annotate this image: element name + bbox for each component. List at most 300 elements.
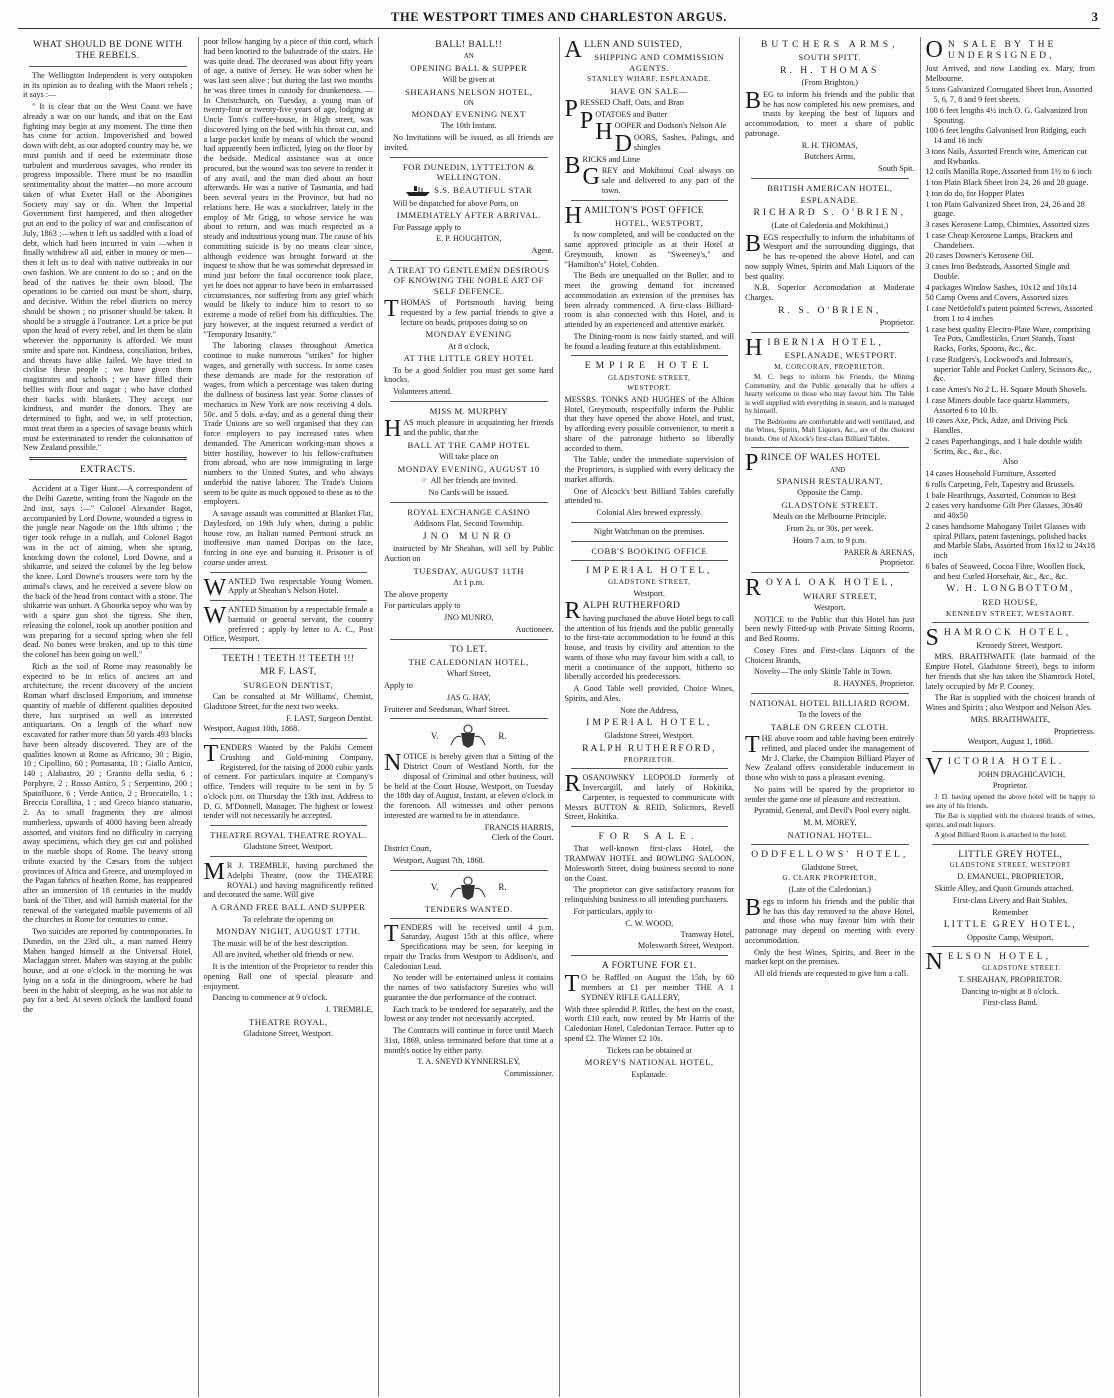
steamship-icon bbox=[405, 185, 431, 197]
imperial-ad-heading-2: IMPERIAL HOTEL, bbox=[586, 717, 713, 729]
imperial-ad-p1: having purchased the above Hotel begs to call the attention of his friends and the public generally to the first-rate accommodation to be found at this house, and trusts by civility and attention to the wants of those who may favour him with a call, to merit a continuance of the support, hitherto so liberally accorded his predecessors. bbox=[564, 613, 734, 682]
empire-ad-p4: Colonial Ales brewed expressly. bbox=[596, 508, 702, 518]
imperial-ad-heading: IMPERIAL HOTEL, bbox=[586, 564, 713, 576]
royal-coat-of-arms-icon bbox=[448, 875, 488, 901]
casino-ad-time: At 1 p.m. bbox=[453, 577, 485, 587]
ball-ad-given: Will be given at bbox=[442, 74, 495, 84]
ball-ad-hotel: SHEAHANS NELSON HOTEL, bbox=[404, 86, 533, 97]
teeth-ad-heading: TEETH ! TEETH !! TEETH !!! bbox=[222, 653, 355, 664]
divider bbox=[390, 870, 548, 871]
forsale-ad-signature: C. W. WOOD, bbox=[625, 918, 674, 928]
list-item: 12 coils Manilla Rope, Assorted from 1½ to 6 inch bbox=[925, 167, 1092, 177]
article-paragraph: " It is clear that on the West Coast we have already a war on our hands, and that on the East fighting may begin at any moment. The time then has come for action. Impoverished and bowed down with debt, as our adopted country may be, we must punish and if need be exterminate those turbulent and murderous savages, who render its progress impossible. There must be no maudlin sentimentality about the matter—no more account taken of what Exeter Hall or the Aborigines Society may say or do. When the Imperial Government first hampered, and then altogether put an end to the policy of war and confiscation of July, 1863 ;—when it left us saddled with a load of debt, which had been incurred in vain —when it finally withdrew all aid, either in money or men—then it left us to deal with native outbreaks in our own fashion. We are content to do so ; and on the head of the natives be their own blood. The operations to be carried out must be short, sharp, and decisive. Within the rebel districts no mercy should be shown ; no prisoner should be taken. It should be a struggle à l'outrance. Let a price be put upon the head of every rebel, and let them be slain wherever the opportunity is afforded. We must smite and spare not. Kindness, conciliation, bribes, and threats have alike failed. We have tried to civilise these people ; we have given them magistrates and schools ; we have filled their bellies with flour and sugar ; who have clothed their backs with blankets. They accept our kindness, and murder the donors. They are determined to fight, and we, in self protection, must treat them as a species of savage beasts which must be exterminated to render the colonisation of New Zealand possible." bbox=[23, 102, 193, 453]
treat-ad-soldier: To be a good Soldier you must get some hard knocks. bbox=[384, 365, 554, 385]
dunedin-ad-agent: E. P. HOUGHTON, bbox=[436, 234, 502, 244]
list-item: 1 ton Plain Black Sheet Iron 24, 26 and 28 guage. bbox=[925, 178, 1089, 188]
list-item: 50 Camp Ovens and Covers, Assorted sizes bbox=[925, 293, 1069, 303]
allen-ad-sub: SHIPPING AND COMMISSION AGENTS. bbox=[594, 52, 725, 73]
divider bbox=[932, 751, 1090, 752]
national-ad-table: TABLE ON GREEN CLOTH. bbox=[770, 721, 889, 732]
shamrock-ad-p2: The Bar is supplied with the choicest brands of Wines and Spirits ; also Westport and Nelson Ales. bbox=[925, 693, 1095, 713]
imperial-ad-sub2: Westport. bbox=[633, 588, 665, 598]
littlegrey-ad-opp: Opposite Camp, Westport. bbox=[966, 932, 1054, 942]
court-notice-signature: FRANCIS HARRIS, bbox=[484, 822, 554, 832]
list-item: 1 case Nettlefold's patent pointed Screws, Assorted from 1 to 4 inches bbox=[925, 304, 1093, 323]
theatre-ad-invited: All are invited, whether old friends or new. bbox=[212, 950, 354, 960]
treat-ad-heading: A TREAT TO GENTLEMEN DESIROUS OF KNOWING THE NOBLE ART OF SELF DEFENCE. bbox=[388, 264, 550, 296]
list-item: 1 case Rodgers's, Lockwood's and Johnson's, superior Table and Pocket Cutlery, Scissors &c., &c. bbox=[925, 354, 1092, 384]
oddfellows-ad-heading: ODDFELLOWS' HOTEL, bbox=[751, 849, 909, 861]
divider bbox=[751, 572, 909, 573]
treat-ad-volunteers: Volunteers attend. bbox=[393, 387, 452, 397]
theatre-ad-body: MR J. TREMBLE, having purchased the Adelphi Theatre, (now the THEATRE ROYAL) and having magnificently refitted and decorated the same. Will give bbox=[203, 859, 373, 900]
empire-ad-p3: One of Alcock's best Billiard Tables carefully attended to. bbox=[564, 486, 734, 506]
list-item: 14 cases Household Furniture, Assorted bbox=[925, 469, 1056, 479]
article-paragraph: The Wellington Independent is very outspoken in its opinion as to dealing with the Maori rebels ; it says :— bbox=[23, 70, 193, 100]
royaloak-ad-sub2: Westport. bbox=[814, 602, 846, 612]
tenders-wanted-p1: TENDERS will be received until 4 p.m. Saturday, August 15th at this office, where Specifications may be seen, for keeping in repair the Tracks from Westport to Addison's, and Caledonian Lead. bbox=[384, 920, 554, 971]
oddfellows-ad-p1: Begs to inform his friends and the public that he has this day removed to the above Hotel, and those who may favour him with their patronage may depend on meeting with every accommodation. bbox=[745, 894, 915, 945]
tolet-ad-heading: TO LET. bbox=[450, 643, 488, 655]
tenders-ad-pakihi: TENDERS Wanted by the Pakihi Cement Crushing and Gold-mining Company, Registered, for the raising of 2000 cubic yards of cement. For particulars inquire at Company's office. Tenders will require to be sent in by 5 o'clock p.m. on Thursday the 13th inst. Address to D. G. M'Donnell, Manager. The highest or lowest tender will not necessarily be accepted. bbox=[203, 741, 373, 821]
murphy-ad-invited: All her friends are invited. bbox=[430, 476, 518, 486]
casino-ad-name: JNO MUNRO bbox=[422, 530, 515, 542]
treat-ad-day: MONDAY EVENING bbox=[425, 329, 512, 340]
fortune-ad-signature-2: Esplanade. bbox=[631, 1069, 668, 1079]
column-2 bbox=[199, 37, 380, 1397]
forsale-ad-heading: FOR SALE. bbox=[598, 831, 700, 843]
littlegrey-ad-heading-2: LITTLE GREY HOTEL, bbox=[943, 919, 1077, 931]
list-item: 1 bale Hearthrugs, Assorted, Common to Best bbox=[925, 490, 1077, 500]
royaloak-ad-signature: R. HAYNES, Proprietor. bbox=[833, 679, 915, 689]
hibernia-ad-sub: ESPLANADE, WESTPORT. bbox=[784, 350, 898, 361]
court-notice-date: Westport, August 7th, 1868. bbox=[393, 855, 485, 865]
ball-ad-an: AN bbox=[463, 52, 474, 61]
allen-ad-item: BRICKS and Lime bbox=[564, 152, 640, 179]
theatre-ad-open: To celebrate the opening on bbox=[242, 914, 334, 924]
national-ad-p3: Pyramid, General, and Devil's Pool every night. bbox=[754, 806, 911, 816]
divider bbox=[390, 260, 548, 261]
teeth-ad-signature: F. LAST, Surgeon Dentist. bbox=[286, 713, 373, 723]
hamilton-ad-p3: The Dining-room is now fairly started, and will be found a leading feature at this establishment. bbox=[564, 331, 734, 351]
teeth-ad-name: MR F. LAST, bbox=[259, 666, 317, 678]
divider bbox=[29, 457, 187, 460]
empire-ad-p2: The Table, under the immediate supervision of the Proprietors, is supplied with every delicacy the market affords. bbox=[564, 455, 734, 484]
nelson-ad-sub: GLADSTONE STREET. bbox=[982, 964, 1061, 972]
divider bbox=[390, 502, 548, 503]
butchers-ad-from: (From Brighton,) bbox=[801, 78, 858, 88]
teeth-ad-body: Can be consulted at Mr Williams', Chemist, Gladstone Street, for the next two weeks. bbox=[203, 692, 373, 711]
tenders-wanted-p4: The Contracts will continue in force until March 31st, 1869, unless terminated before that time at a month's notice by either party. bbox=[384, 1026, 554, 1055]
teeth-ad-date: Westport, August 10th, 1868. bbox=[203, 724, 300, 734]
list-item: 3 cases Iron Bedsteads, Assorted Single and Double. bbox=[925, 262, 1070, 281]
theatre-ad-music: The music will be of the best description. bbox=[212, 938, 349, 948]
tenders-wanted-p2: No tender will be entertained unless it contains the names of two satisfactory Sureties who will guarantee the due performance of the contract. bbox=[384, 973, 554, 1002]
allen-ad-item: HOOPER and Dodson's Nelson Ale bbox=[595, 119, 727, 146]
crest-letter-r: R. bbox=[498, 882, 507, 893]
british-ad-heading: BRITISH AMERICAN HOTEL, bbox=[767, 182, 893, 193]
victoria-ad-name: JOHN DRAGHICAVICH, bbox=[977, 769, 1066, 779]
list-item: 3 cases Kerosene Lamp, Chimnies, Assorted sizes bbox=[925, 220, 1090, 230]
royaloak-ad-p1: NOTICE to the Public that this Hotel has just been newly Fitted-up with Private Sitting Rooms, and Bed Rooms. bbox=[745, 614, 915, 644]
court-notice-place: District Court, bbox=[384, 844, 432, 854]
prince-ad-signature: PARER & ARENAS, bbox=[844, 547, 915, 557]
list-item: 6 bales of Seaweed, Cocoa Fibre, Woollen flock, and best Curled Horsehair, &c., &c., &c. bbox=[925, 561, 1086, 581]
divider bbox=[390, 639, 548, 640]
wanted-ad-young-women: WANTED Two respectable Young Women. Apply at Sheahan's Nelson Hotel. bbox=[203, 574, 373, 601]
column-3 bbox=[379, 37, 560, 1397]
list-item: 10 cases Axe, Pick, Adze, and Driving Pick Handles. bbox=[925, 416, 1068, 436]
empire-ad-p5: Night Watchman on the premises. bbox=[593, 526, 705, 536]
murphy-ad-cards: No Cards will be issued. bbox=[428, 487, 509, 497]
allen-ad-item: PRESSED Chaff, Oats, and Bran bbox=[564, 95, 684, 122]
treat-ad-body: THOMAS of Portsmouth having being requested by a few partial friends to give a lecture on heads, proposes doing so on bbox=[384, 296, 554, 327]
british-ad-signature: R. S. O'BRIEN, bbox=[778, 304, 882, 316]
butchers-ad-sub: SOUTH SPITT. bbox=[798, 52, 861, 63]
treat-ad-time: At 8 o'clock, bbox=[447, 341, 490, 351]
imperial-ad-name: RALPH RUTHERFORD bbox=[564, 598, 681, 625]
divider bbox=[751, 178, 909, 179]
tenders-wanted-p3: Each track to be tendered for separately, and the lowest or any tender not necessarily accepted. bbox=[384, 1004, 554, 1024]
page-number: 3 bbox=[1091, 9, 1098, 24]
shamrock-ad-date: Westport, August 1, 1868. bbox=[967, 737, 1053, 747]
dunedin-ad-when: IMMEDIATELY AFTER ARRIVAL. bbox=[396, 210, 541, 221]
list-item: 6 rolls Carpeting, Felt, Tapestry and Brussels. bbox=[925, 479, 1076, 489]
butchers-ad-signature-3: South Spit. bbox=[878, 164, 915, 174]
butchers-ad-p1: BEG to inform his friends and the public that he has now completed his new premises, and trusts by keeping the best of liquors and accommodation, to meet a share of public patronage. bbox=[745, 87, 915, 138]
article-paragraph: Rich as the soil of Rome may reasonably be expected to be in relics of ancient art and architecture, the recent discovery of the ancient Roman wharf disclosed Emporium, and immense quantity of marble of different qualities deposited there, has surprised as well as interested antiquarians. On a length of the wharf now excavated for rather more than 50 yards 493 blocks have been already discovered. They are of the qualities known at Rome as Africano, 30 ; Bigio, 10 ; Cipollino, 60 ; Portasanta, 10 ; Giallo Antico, 140 ; Alabastro, 20 ; Granito della sedia, 6 ; Porphyre, 2 ; Rosso Antico, 5 ; Serpentino, 200 ; Spatofluore, 6 ; Verde Antico, 2 ; Broccatello, 1 ; Breccia Corallina, 1 ; and Greco bianco statuario, 2. As to small fragments they are almost numberless, upwards of 4000 having been already assorted, and visitors find no difficulty in carrying away specimens, which they get cut and polished in the marble shops of Rome. The heavy strong tribute exacted by the Cæsars from the subject provinces of Africa and Greece, and unemployed in the Pagan fabrics of heathen Rome, has reappeared after an immersion of 18 centuries in the muddy bank of the Tiber, and will furnish material for the renewal of the variegated marble pavements of all the churches in Rome for centuries to come. bbox=[23, 661, 193, 925]
article-paragraph: Two suicides are reported by contemporaries. In Dunedin, on the 23rd ult., a man named Henry Mahen hanged himself at the Universal Hotel, Maclaggan street. Mahen was staying at the public house, and at one o'clock in the morning he was lying on a sofa in the diningroom, where he had been in the habit of sleeping, as he was not able to pay for a bed. At seven o'clock the landlord found the bbox=[23, 927, 193, 1015]
butchers-ad-name: R. H. THOMAS bbox=[780, 64, 880, 76]
divider bbox=[210, 825, 368, 826]
newspaper-title: THE WESTPORT TIMES AND CHARLESTON ARGUS. bbox=[391, 10, 727, 24]
allen-ad-item: POTATOES and Butter bbox=[579, 107, 668, 134]
theatre-ad-signature: J. TREMBLE, bbox=[325, 1005, 373, 1015]
divider bbox=[390, 157, 548, 158]
tolet-ad-apply: Apply to bbox=[384, 681, 413, 691]
imperial-ad-signature-title: PROPRIETOR. bbox=[623, 755, 675, 764]
imperial-ad-signature: RALPH RUTHERFORD, bbox=[582, 742, 717, 754]
divider bbox=[29, 479, 187, 480]
prince-ad-signature-title: Proprietor. bbox=[879, 558, 915, 568]
list-item: 1 ton Plain Galvanized Sheet Iron, 24, 26 and 28 guage. bbox=[925, 199, 1085, 219]
casino-ad-prop: The above property bbox=[384, 589, 449, 599]
nelson-ad-heading: NELSON HOTEL, bbox=[925, 949, 1051, 976]
littlegrey-ad-remember: Remember bbox=[992, 907, 1029, 917]
list-item: 2 cases Paperhangings, and 1 bale double width Scrim, &c., &c., &c. bbox=[925, 436, 1082, 456]
royaloak-ad-p3: Novelty—The only Skittle Table in Town. bbox=[754, 667, 893, 677]
nelson-ad-prop: T. SHEAHAN, PROPRIETOR. bbox=[958, 974, 1063, 984]
divider bbox=[571, 826, 729, 827]
section-title-extracts: EXTRACTS. bbox=[79, 464, 136, 476]
column-5 bbox=[740, 37, 921, 1397]
nelson-ad-p1: Dancing to-night at 8 o'clock. bbox=[961, 986, 1059, 996]
butchers-ad-signature-2: Butchers Arms, bbox=[804, 152, 856, 162]
divider bbox=[751, 693, 909, 694]
list-item: 1 case Ames's No 2 L. H. Square Mouth Shovels. bbox=[925, 385, 1088, 395]
list-item: 1 case best quality Electro-Plate Ware, comprising Tea Pots, Candlesticks, Cruet Stands, Toast Racks, Forks, Spoons, &c., &c. bbox=[925, 324, 1091, 354]
casino-ad-signature: JNO MUNRO, bbox=[443, 613, 494, 623]
article-title-rebels: WHAT SHOULD BE DONE WITH THE REBELS. bbox=[33, 39, 183, 62]
pointing-hand-icon: ☞ bbox=[420, 476, 428, 486]
victoria-ad-p3: A good Billiard Room is attached to the hotel. bbox=[934, 831, 1067, 840]
ball-ad-heading: BALL! BALL!! bbox=[435, 39, 503, 50]
list-item: 4 packages Window Sashes, 10x12 and 10x14 bbox=[925, 282, 1077, 292]
fortune-ad-p2: With three splendid P. Rifles, the best on the coast, worth £10 each, now rented by Mr Harris of the Caledonian Hotel, Caledonian Terrace. Putter up to spend £2. The Winner £2 10s. bbox=[564, 1004, 734, 1043]
article-paragraph: Accident at a Tiger Hunt.—A correspondent of the Delhi Gazette, writing from the Nagode on the 2nd inst, says :—" Colonel Alexander Bagot, accompanied by Lord Downe, wounded a tigress in the jungle near Nagode on the 18th ultimo ; the tiger took refuge in a nullah, and Colonel Bagot was in the act of aiming, when she sprang, knocking down the colonel, Lord Downe, and a shikarrie, and seized the colonel by the leg below the knee. Lord Downe's trousers were torn by the animal's claws, and he received a severe blow on the back of the head from contact with a stone. The shikarrie was unhurt. A Ghoorka sepoy who was by with a spare gun shot the tigress. She then, releasing the colonel, took up another position and was preparing for a second spring when she fell dead. No bones were broken, and up to this time the colonel has been going on well." bbox=[23, 484, 193, 660]
littlegrey-ad-p1: Skittle Alley, and Quoit Grounds attached. bbox=[934, 884, 1074, 894]
list-item: 2 cases very handsome Gilt Pier Glasses, 30x40 and 40x50 bbox=[925, 501, 1083, 521]
theatre-ad-signature-2: THEATRE ROYAL, bbox=[249, 1016, 328, 1027]
list-item: 2 cases handsome Mahogany Toilet Glasses with spiral Pillars, patent fastenings, polished backs and Marble Slabs, Assorted from 16x12 to 24x18 inch bbox=[925, 521, 1095, 561]
hibernia-ad-p1: M. C. begs to inform his Friends, the Mining Community, and the Public generally that he offers a hearty welcome to those who may favour him. The Table is well supplied with everything in season, and is managed by himself. bbox=[745, 372, 915, 416]
divider bbox=[932, 946, 1090, 947]
oddfellows-ad-p3: All old friends are requested to give him a call. bbox=[754, 969, 909, 979]
victoria-ad-p1: J. D. having opened the above hotel will be happy to see any of his friends. bbox=[925, 793, 1095, 810]
prince-ad-p1: Meals on the Melbourne Principle. bbox=[772, 512, 887, 522]
oddfellows-ad-late: (Late of the Caledonian.) bbox=[788, 885, 871, 895]
divider bbox=[932, 844, 1090, 845]
fortune-ad-signature: MOREY'S NATIONAL HOTEL, bbox=[584, 1057, 714, 1068]
shamrock-ad-p1: MRS. BRAITHWAITE (late barmaid of the Empire Hotel, Gladstone Street), begs to inform her friends that she has taken the Shamrock Hotel, lately occupied by Mr P. Cooney. bbox=[925, 652, 1095, 691]
hamilton-ad-p2: The Beds are unequalled on the Buller, and to meet the growing demand for increased accommodation an extension of the premises has been already commenced. A first-class Billiard-room is also connected with this Hotel, and is attended by an experienced and attentive marker. bbox=[564, 271, 734, 329]
column-4 bbox=[560, 37, 741, 1397]
divider bbox=[390, 718, 548, 719]
rosanowsky-notice: ROSANOWSKY LEOPOLD formerly of Invercargill, and lately of Hokitika, Carpenter, is requested to communicate with Messrs BUTTON & REID, Solicitors, Revell Street, Hokitika. bbox=[564, 771, 734, 822]
nelson-ad-p2: First-class Band. bbox=[982, 998, 1038, 1008]
fortune-ad-heading: A FORTUNE FOR £1. bbox=[601, 959, 697, 971]
theatre-ad-heading: THEATRE ROYAL THEATRE ROYAL. bbox=[210, 830, 367, 841]
column-6 bbox=[921, 37, 1101, 1397]
cobb-booking-office: COBB'S BOOKING OFFICE bbox=[591, 545, 708, 556]
casino-ad-sub: Addisons Flat, Second Township. bbox=[413, 519, 524, 529]
divider bbox=[210, 738, 368, 739]
forsale-ad-p3: For particulars, apply to bbox=[573, 906, 653, 916]
crest-letter-v: V. bbox=[430, 730, 439, 741]
onsale-ad-signature-3: KENNEDY STREET, WESTAORT. bbox=[945, 608, 1075, 618]
dunedin-ad-body: Will be dispatched for above Ports, on bbox=[393, 198, 519, 208]
murphy-ad-invited-line bbox=[384, 476, 554, 486]
masthead bbox=[18, 8, 1100, 29]
list-item: 100 6 feet lengths 4½ inch O. G. Galvanized Iron Spouting. bbox=[925, 105, 1088, 125]
ball-ad-invitations: No Invitations will be issued, as all friends are invited. bbox=[384, 133, 554, 152]
onsale-ad-list-2 bbox=[926, 469, 1096, 581]
butchers-ad-heading: BUTCHERS ARMS, bbox=[760, 39, 899, 50]
royaloak-ad-sub: WHARF STREET, bbox=[803, 590, 878, 601]
murphy-ad-body: HAS much pleasure in acquainting her friends and the public, that the bbox=[384, 416, 554, 443]
dunedin-ad-passage: For Passage apply to bbox=[393, 222, 461, 232]
murphy-ad-heading: MISS M. MURPHY bbox=[429, 405, 508, 416]
british-ad-signature-title: Proprietor. bbox=[879, 318, 915, 328]
murphy-ad-when: MONDAY EVENING, AUGUST 10 bbox=[397, 463, 540, 474]
royaloak-ad-heading: ROYAL OAK HOTEL, bbox=[745, 575, 896, 602]
divider bbox=[210, 648, 368, 649]
divider bbox=[210, 600, 368, 601]
forsale-ad-signature-3: Molesworth Street, Westport. bbox=[637, 941, 734, 951]
fortune-ad-p1: TO be Raffled on August the 15th, by 60 members at £1 per member THE A 1 SYDNEY RIFLE GALLERY, bbox=[564, 971, 734, 1002]
empire-ad-sub2: WESTPORT. bbox=[627, 384, 672, 393]
british-ad-name: RICHARD S. O'BRIEN, bbox=[753, 207, 907, 219]
divider bbox=[571, 768, 729, 769]
divider bbox=[571, 955, 729, 956]
list-item: 20 cases Downer's Kerosene Oil. bbox=[925, 251, 1034, 261]
casino-ad-date: TUESDAY, AUGUST 11TH bbox=[413, 565, 525, 576]
victoria-ad-prop: Proprietor. bbox=[992, 781, 1028, 791]
butchers-ad-signature: R. H. THOMAS, bbox=[801, 140, 858, 150]
dunedin-ad-ship bbox=[384, 185, 554, 197]
littlegrey-ad-heading: LITTLE GREY HOTEL, bbox=[958, 848, 1063, 860]
theatre-ad-dancing: Dancing to commence at 9 o'clock. bbox=[212, 993, 328, 1003]
victoria-ad-heading: VICTORIA HOTEL. bbox=[925, 754, 1065, 781]
allen-ad-item: DOORS, Sashes, Palings, and shingles bbox=[614, 131, 734, 158]
crest-letter-r: R. bbox=[498, 730, 507, 741]
british-ad-p2: N.B. Superior Accomodation at Moderate Charges. bbox=[745, 283, 915, 303]
teeth-ad-role: SURGEON DENTIST, bbox=[243, 679, 334, 690]
imperial-ad-sub3: Gladstone Street, Westport. bbox=[604, 730, 695, 740]
shamrock-ad-heading: SHAMROCK HOTEL, bbox=[925, 625, 1072, 652]
onsale-ad-signature-2: RED HOUSE, bbox=[982, 596, 1039, 607]
british-ad-sub: ESPLANADE. bbox=[800, 195, 859, 206]
divider bbox=[390, 401, 548, 402]
list-item: 3 tons Nails, Assorted French wire, American cut and Rwbanks. bbox=[925, 146, 1087, 166]
theatre-ad-night: MONDAY NIGHT, AUGUST 17TH. bbox=[216, 926, 361, 937]
treat-ad-venue: AT THE LITTLE GREY HOTEL bbox=[403, 353, 534, 364]
court-notice-signature-title: Clerk of the Court. bbox=[491, 833, 554, 843]
imperial-ad-sub: GLADSTONE STREET, bbox=[607, 578, 691, 587]
divider bbox=[751, 447, 909, 448]
allen-ad-sale: HAVE ON SALE— bbox=[610, 85, 688, 96]
ball-ad-opening: OPENING BALL & SUPPER bbox=[410, 62, 528, 73]
divider bbox=[210, 572, 368, 573]
list-item: 100 6 feet lengths Galvanised Iron Ridging, each 14 and 16 inch bbox=[925, 126, 1087, 146]
british-ad-p1: BEGS respectfully to inform the inhabitants of Westport and the surrounding diggings, that he has re-opened the above Hotel, and can now supply Wines, Spirits and Malt Liquors of the best quality. bbox=[745, 230, 915, 281]
imperial-ad-p2: A Good Table well provided, Choice Wines, Spirits, and Ales. bbox=[564, 684, 734, 703]
onsale-ad-signature: W. H. LONGBOTTOM, bbox=[946, 583, 1075, 595]
ball-ad-on: ON bbox=[463, 98, 474, 107]
theatre-ad-signature-3: Gladstone Street, Westport. bbox=[243, 1029, 334, 1039]
royal-crest-2 bbox=[384, 875, 554, 901]
prince-ad-sub: SPANISH RESTAURANT, bbox=[776, 476, 883, 487]
article-paragraph: The laboring classes throughout America continue to make numerous "strikes" for higher wages, and generally with success. In some cases these demands are made for the restoration of wages, from which a percentage was taken during the dullness of business last year. Some classes of mechanics in New York are now receiving 4 dols. 50c. and 5 dols. a-day, and as a general thing their Trade Unions are so well organised that they can force employers to pay increased rates when demanded. The American working-man shows a bitter hostility, however to his fellow-craftsmen from abroad, who are now immigrating in large numbers to the United States, and who always underbid the native laborer. The Trade's Unions seem to be quite as much opposed to these as to the employers. bbox=[203, 341, 373, 507]
empire-ad-p1: MESSRS. TONKS AND HUGHES of the Albion Hotel, Greymouth, respectfully inform the Public that they have opened the above Hotel, and trust, by affording every possible convenience, to merit a share of the patronage hitherto so liberally accorded to them. bbox=[564, 394, 734, 453]
fortune-ad-p3: Tickets can be obtained at bbox=[606, 1045, 692, 1055]
national-ad-signature: M. M. MOREY, bbox=[803, 818, 857, 828]
list-item: 1 case Miners double face quartz Hammers, Assorted 6 to 10 lb. bbox=[925, 395, 1070, 415]
ball-ad-date: The 10th Instant. bbox=[440, 121, 497, 131]
casino-ad-apply: For particulars apply to bbox=[384, 601, 461, 611]
royal-coat-of-arms-icon bbox=[448, 723, 488, 749]
court-notice-body: NOTICE is hereby given that a Sitting of the District Court of Westland North, for the disposal of Criminal and other business, will be held at the Court House, Westport, on Tuesday the 18th day of August, Instant, at eleven o'clock in the forenoon. All witnesses and other persons interested are warned to be in attendance. bbox=[384, 750, 554, 820]
national-ad-signature-title: NATIONAL HOTEL. bbox=[787, 829, 873, 840]
tenders-wanted-signature-title: Commissioner. bbox=[504, 1069, 554, 1079]
forsale-ad-p1: That well-known first-class Hotel, the TRAMWAY HOTEL and BOWLING SALOON, Molesworth Street, doing business second to none on the Coast. bbox=[564, 844, 734, 883]
prince-ad-heading: PRINCE OF WALES HOTEL bbox=[745, 450, 881, 477]
imperial-ad-p3: Note the Address, bbox=[620, 705, 679, 715]
divider bbox=[751, 844, 909, 845]
divider bbox=[751, 332, 909, 333]
national-ad-p2: No pains will be spared by the proprietor to render the game one of pleasure and recreation. bbox=[745, 784, 915, 804]
divider bbox=[571, 355, 729, 356]
onsale-ad-list bbox=[926, 85, 1096, 456]
national-ad-heading: NATIONAL HOTEL BILLIARD ROOM. bbox=[749, 697, 910, 708]
empire-ad-sub: GLADSTONE STREET, bbox=[607, 373, 691, 382]
dunedin-ad-ship-name: S.S. BEAUTIFUL STAR bbox=[434, 184, 533, 195]
national-ad-p1: THE above room and table having been entirely refitted, and placed under the management of Mr J. Clarke, the Champion Billiard Player of New Zealand offers considerable inducement to those who wish to pass a pleasant evening. bbox=[745, 732, 915, 783]
divider bbox=[29, 66, 187, 67]
shamrock-ad-signature: MRS. BRAITHWAITE, bbox=[970, 714, 1050, 724]
tenders-wanted-signature: T. A. SNEYD KYNNERSLEY, bbox=[417, 1057, 521, 1067]
british-ad-late: (Late of Caledonia and Mokihinui.) bbox=[771, 220, 889, 230]
ball-ad-day: MONDAY EVENING NEXT bbox=[411, 109, 526, 120]
columns bbox=[18, 37, 1100, 1397]
crest-letter-v: V. bbox=[430, 882, 439, 893]
tolet-ad-street: Wharf Street, bbox=[446, 669, 491, 679]
onsale-ad-intro: Just Arrived, and now Landing ex. Mary, from Melbourne. bbox=[925, 63, 1095, 83]
hibernia-ad-prop: M. CORCORAN, PROPRIETOR. bbox=[774, 362, 886, 371]
column-1 bbox=[18, 37, 199, 1397]
empire-ad-heading: EMPIRE HOTEL bbox=[584, 360, 714, 372]
divider bbox=[932, 622, 1090, 623]
theatre-ad-address: Gladstone Street, Westport. bbox=[243, 842, 334, 852]
hamilton-ad-p1: Is now completed, and will be conducted on the same approved principle as at their Hotel at Greymouth, known as "Sweeney's," and "Hamilton's" Hotel, Cobden. bbox=[564, 230, 734, 269]
onsale-ad-also: Also bbox=[1002, 457, 1018, 467]
prince-ad-opp: Opposite the Camp. bbox=[797, 488, 863, 498]
littlegrey-ad-p2: First-class Livery and Bait Stables. bbox=[952, 895, 1068, 905]
royaloak-ad-p2: Cosey Fires and First-class Liquors of the Choicest Brands, bbox=[745, 645, 915, 665]
divider bbox=[571, 200, 729, 201]
victoria-ad-p2: The Bar is supplied with the choicest brands of wines, spirits, and malt liquors. bbox=[925, 812, 1095, 829]
oddfellows-ad-prop: G. CLARK PROPRIETOR, bbox=[782, 873, 878, 883]
prince-ad-p3: Hours 7 a.m. to 9 p.m. bbox=[793, 535, 867, 545]
list-item: 5 tons Galvanized Corrugated Sheet Iron, Assorted 5, 6, 7, 8 and 9 feet sheets. bbox=[925, 85, 1093, 105]
prince-ad-street: GLADSTONE STREET. bbox=[781, 500, 879, 511]
casino-ad-heading: ROYAL EXCHANGE CASINO bbox=[407, 506, 531, 517]
theatre-ad-ball: A GRAND FREE BALL AND SUPPER bbox=[211, 902, 366, 913]
tolet-ad-hotel: THE CALEDONIAN HOTEL, bbox=[408, 657, 529, 668]
prince-ad-p2: From 2s, or 30s, per week. bbox=[786, 524, 874, 534]
onsale-ad-heading: ON SALE BY THE UNDERSIGNED, bbox=[925, 37, 1057, 63]
allen-ad-heading: ALLEN AND SUISTED, bbox=[564, 37, 683, 63]
dunedin-ad-heading: FOR DUNEDIN, LYTTELTON & WELLINGTON. bbox=[402, 161, 535, 183]
allen-ad-item: GREY and Mokihinui Coal always on sale and delivered to any part of the town. bbox=[582, 164, 734, 195]
littlegrey-ad-sub: GLADSTONE STREET, WESTPORT bbox=[949, 862, 1071, 870]
national-ad-to: To the lovers of the bbox=[797, 710, 862, 720]
article-paragraph: poor fellow hanging by a piece of thin cord, which had been knotted to the balustrade of the stairs. He was quite dead. The deceased was about fifty years of age, a native of Jersey. He was sober when he was last seen alive ; but during the last two months he was three times in custody for drunkenness. —In Christchurch, on Tuesday, a young man of twenty-four or twenty-five years of age, lodging at Uncle Tom's coffee-house, in High street, was discovered lying on the bed with his throat cut, and a large pocket knife by means of which the wound had apparently been inflicted, lying on the floor by the bedside. Medical assistance was at once procured, but the wound was too severe to render it of any avail, and the man died about an hour afterwards. He was a native of Tasmania, and had been several years in the Province, but had no relations here. He was a stockdriver, lately in the employ of Mr Grigg, to whose service he was about to return, and was much respected as a steady and industrious young man. The cause of his committing suicide is by no means clear since, although evidence was brought forward at the inquest to show that he was somewhat depressed in mind just before the fatal occurrence took place, yet he does not appear to have been in embarrassed circumstances, nor suffering from any grief which would be likely to induce him to resort to so extreme a mode of relief from his difficulties. The jury however, at the inquest returned a verdict of "Temporary Insanity." bbox=[203, 37, 373, 339]
oddfellows-ad-sub: Gladstone Street, bbox=[801, 862, 858, 872]
divider bbox=[210, 856, 368, 857]
casino-ad-signature-title: Auctioneer. bbox=[515, 624, 554, 634]
divider bbox=[571, 541, 729, 542]
hibernia-ad-p2: The Bedrooms are comfortable and well ventilated, and the Wines, Spirits, Malt Liquors, &c., are of the choicest brands. One of Alcock's first-class Billiard Tables. bbox=[745, 417, 915, 443]
hamilton-ad-heading: HAMILTON'S POST OFFICE bbox=[564, 202, 705, 229]
tolet-ad-sub: Fruiterer and Seedsman, Wharf Street. bbox=[384, 704, 510, 714]
forsale-ad-signature-2: Tramway Hotel, bbox=[680, 930, 734, 940]
murphy-ad-place: Will take place on bbox=[439, 452, 499, 462]
divider bbox=[571, 522, 729, 523]
murphy-ad-ball: BALL AT THE CAMP HOTEL bbox=[407, 439, 531, 450]
casino-ad-body: instructed by Mr Sheahan, will sell by Public Auction on bbox=[384, 544, 554, 563]
divider bbox=[571, 560, 729, 561]
divider bbox=[390, 918, 548, 919]
list-item: 1 case Cheap Kerosene Lamps, Brackets and Chandeliers. bbox=[925, 230, 1073, 250]
wanted-ad-situation: WANTED Situation by a respectable female a barmaid or general servant, the country preferred ; apply by letter to A. C., Post Office, Westport. bbox=[203, 603, 373, 644]
tolet-ad-name: JAS G. HAY, bbox=[446, 692, 491, 702]
shamrock-ad-signature-title: Proprietress. bbox=[1053, 726, 1095, 736]
hibernia-ad-heading: HIBERNIA HOTEL, bbox=[745, 335, 884, 362]
forsale-ad-p2: The proprietor can give satisfactory reasons for relinquishing business to all intending purchasers. bbox=[564, 885, 734, 905]
list-item: 1 ton do do, for Hopper Plates bbox=[925, 188, 1025, 198]
tenders-wanted-heading: TENDERS WANTED. bbox=[424, 903, 513, 914]
